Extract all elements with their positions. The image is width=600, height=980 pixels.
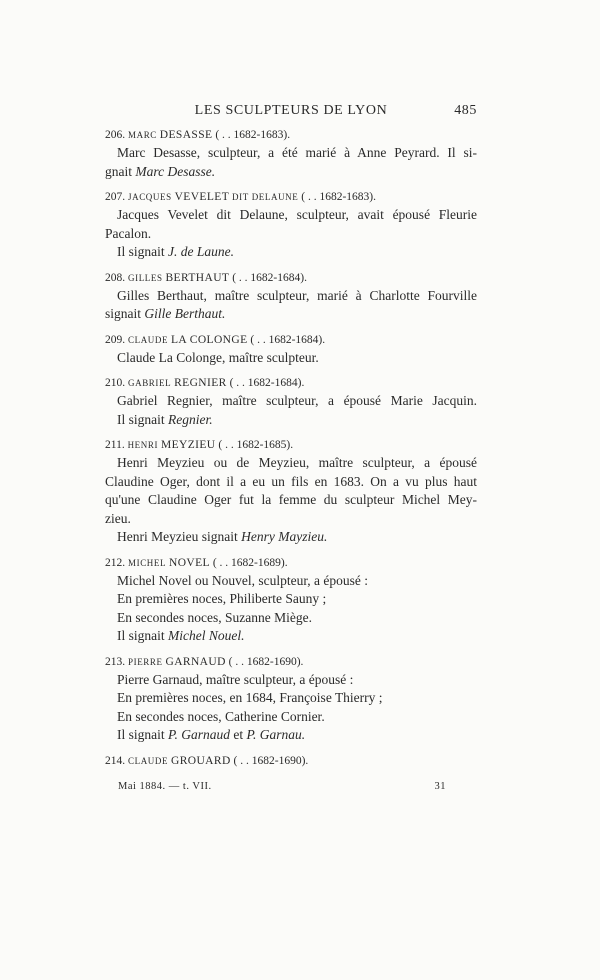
line-text: qu'une Claudine Oger fut la femme du sculpteur Michel Mey-	[105, 492, 477, 507]
text-line	[105, 491, 477, 510]
entry-number: 211.	[105, 439, 125, 451]
dit-word: DIT	[232, 192, 249, 202]
line-text: Gabriel Regnier, maître sculpteur, a épousé Marie Jacquin.	[117, 393, 477, 408]
entry-dates: ( . . 1682-1689).	[212, 556, 288, 569]
surname: DESASSE	[159, 129, 213, 141]
line-text: Henri Meyzieu signait	[117, 529, 242, 544]
line-text: Henri Meyzieu ou de Meyzieu, maître sculpteur, a épousé	[117, 455, 477, 470]
entry-heading	[105, 188, 477, 206]
text-line	[105, 708, 477, 727]
entry	[105, 752, 477, 770]
text-line	[105, 349, 477, 368]
entry-dates: ( . . 1682-1683).	[215, 129, 291, 141]
entry-heading	[105, 126, 477, 144]
entry-dates: ( . . 1682-1684).	[250, 333, 326, 346]
line-text: Gilles Berthaut, maître sculpteur, marié à Charlotte Fourville	[117, 287, 477, 303]
entry-heading	[105, 331, 477, 349]
entry-number: 210.	[105, 377, 126, 389]
first-name: CLAUDE	[128, 755, 169, 766]
text-line	[105, 572, 477, 591]
text-line	[105, 689, 477, 708]
surname: NOVEL	[168, 556, 210, 569]
first-name: JACQUES	[128, 192, 172, 202]
line-text: Il signait	[117, 244, 168, 259]
text-line	[105, 392, 477, 411]
entry-dates: ( . . 1682-1684).	[232, 271, 307, 284]
first-name: GILLES	[128, 272, 163, 283]
signature-text: Regnier.	[168, 411, 213, 427]
signature-text: Gille Berthaut.	[144, 306, 226, 321]
running-title: LES SCULPTEURS DE LYON	[194, 103, 388, 118]
entry-number: 206.	[105, 129, 126, 141]
surname: VEVELET	[174, 191, 230, 203]
surname: REGNIER	[174, 377, 227, 389]
entry	[105, 554, 477, 646]
running-header	[105, 103, 477, 123]
line-text: En secondes noces, Catherine Cornier.	[117, 708, 325, 724]
line-text: Claude La Colonge, maître sculpteur.	[117, 349, 319, 365]
signature-text: J. de Laune.	[168, 244, 234, 259]
entry	[105, 126, 477, 181]
text-line	[105, 206, 477, 225]
text-line	[105, 528, 477, 547]
entry-heading	[105, 554, 477, 572]
text-line	[105, 510, 477, 529]
line-text: Il signait	[117, 411, 168, 427]
alias-name: DELAUNE	[251, 192, 299, 202]
entry-number: 208.	[105, 271, 126, 284]
entry	[105, 653, 477, 745]
line-text: Il signait	[117, 628, 168, 643]
entry-dates: ( . . 1682-1683).	[301, 191, 377, 203]
entry-number: 207.	[105, 191, 126, 203]
line-text: Marc Desasse, sculpteur, a été marié à Anne Peyrard. Il si-	[117, 145, 477, 160]
text-line	[105, 454, 477, 473]
entry-dates: ( . . 1682-1690).	[233, 754, 309, 767]
first-name: HENRI	[127, 440, 159, 450]
page-footer	[118, 781, 446, 792]
entry-dates: ( . . 1682-1685).	[218, 439, 294, 451]
surname: GARNAUD	[165, 655, 226, 668]
entry-heading	[105, 653, 477, 671]
text-line	[105, 671, 477, 690]
entry-heading	[105, 374, 477, 392]
first-name: CLAUDE	[128, 334, 169, 345]
line-text: gnait	[105, 163, 136, 179]
line-text: En premières noces, Philiberte Sauny ;	[117, 591, 327, 606]
text-line	[105, 411, 477, 430]
first-name: MARC	[128, 130, 157, 140]
line-text: Claudine Oger, dont il a eu un fils en 1683. On a vu plus haut	[105, 473, 477, 489]
line-text: Pacalon.	[105, 225, 152, 241]
line-text: zieu.	[105, 510, 131, 526]
text-line	[105, 163, 477, 182]
line-text: En premières noces, en 1684, Françoise Thierry ;	[117, 690, 383, 705]
entry-dates: ( . . 1682-1684).	[229, 377, 305, 389]
entry	[105, 374, 477, 429]
text-line	[105, 627, 477, 646]
signature-text: P. Garnaud	[168, 727, 231, 742]
text-line	[105, 590, 477, 609]
text-line	[105, 609, 477, 628]
first-name: GABRIEL	[128, 378, 172, 388]
line-text: et	[230, 727, 247, 742]
line-text: signait	[105, 306, 145, 321]
signature-text: P. Garnau.	[246, 727, 306, 742]
line-text: En secondes noces, Suzanne Miège.	[117, 609, 312, 625]
line-text: Jacques Vevelet dit Delaune, sculpteur, avait épousé Fleurie	[117, 207, 477, 222]
text-line	[105, 144, 477, 163]
page-number: 485	[454, 103, 477, 118]
surname: LA COLONGE	[170, 333, 248, 346]
entry-heading	[105, 269, 477, 287]
entry-list	[105, 126, 477, 777]
signature-mark: 31	[434, 781, 446, 792]
entry-number: 213.	[105, 655, 126, 668]
entry-number: 212.	[105, 556, 126, 569]
line-text: Pierre Garnaud, maître sculpteur, a épousé :	[117, 671, 354, 687]
first-name: MICHEL	[128, 557, 167, 568]
issue-date: Mai 1884. — t. VII.	[118, 781, 212, 792]
entry	[105, 188, 477, 262]
entry-heading	[105, 752, 477, 770]
text-line	[105, 305, 477, 324]
text-line	[105, 726, 477, 745]
surname: BERTHAUT	[165, 271, 230, 284]
surname: MEYZIEU	[160, 439, 216, 451]
signature-text: Marc Desasse.	[135, 163, 216, 179]
entry	[105, 436, 477, 547]
entry-number: 209.	[105, 333, 126, 346]
text-line	[105, 287, 477, 306]
entry-dates: ( . . 1682-1690).	[228, 655, 304, 668]
text-line	[105, 225, 477, 244]
entry	[105, 269, 477, 324]
text-line	[105, 473, 477, 492]
line-text: Michel Novel ou Nouvel, sculpteur, a épousé :	[117, 572, 369, 588]
first-name: PIERRE	[128, 656, 163, 667]
signature-text: Henry Mayzieu.	[241, 529, 328, 544]
text-line	[105, 243, 477, 262]
surname: GROUARD	[170, 754, 231, 767]
entry-heading	[105, 436, 477, 454]
line-text: Il signait	[117, 727, 168, 742]
signature-text: Michel Nouel.	[168, 628, 245, 643]
entry	[105, 331, 477, 368]
entry-number: 214.	[105, 754, 126, 767]
